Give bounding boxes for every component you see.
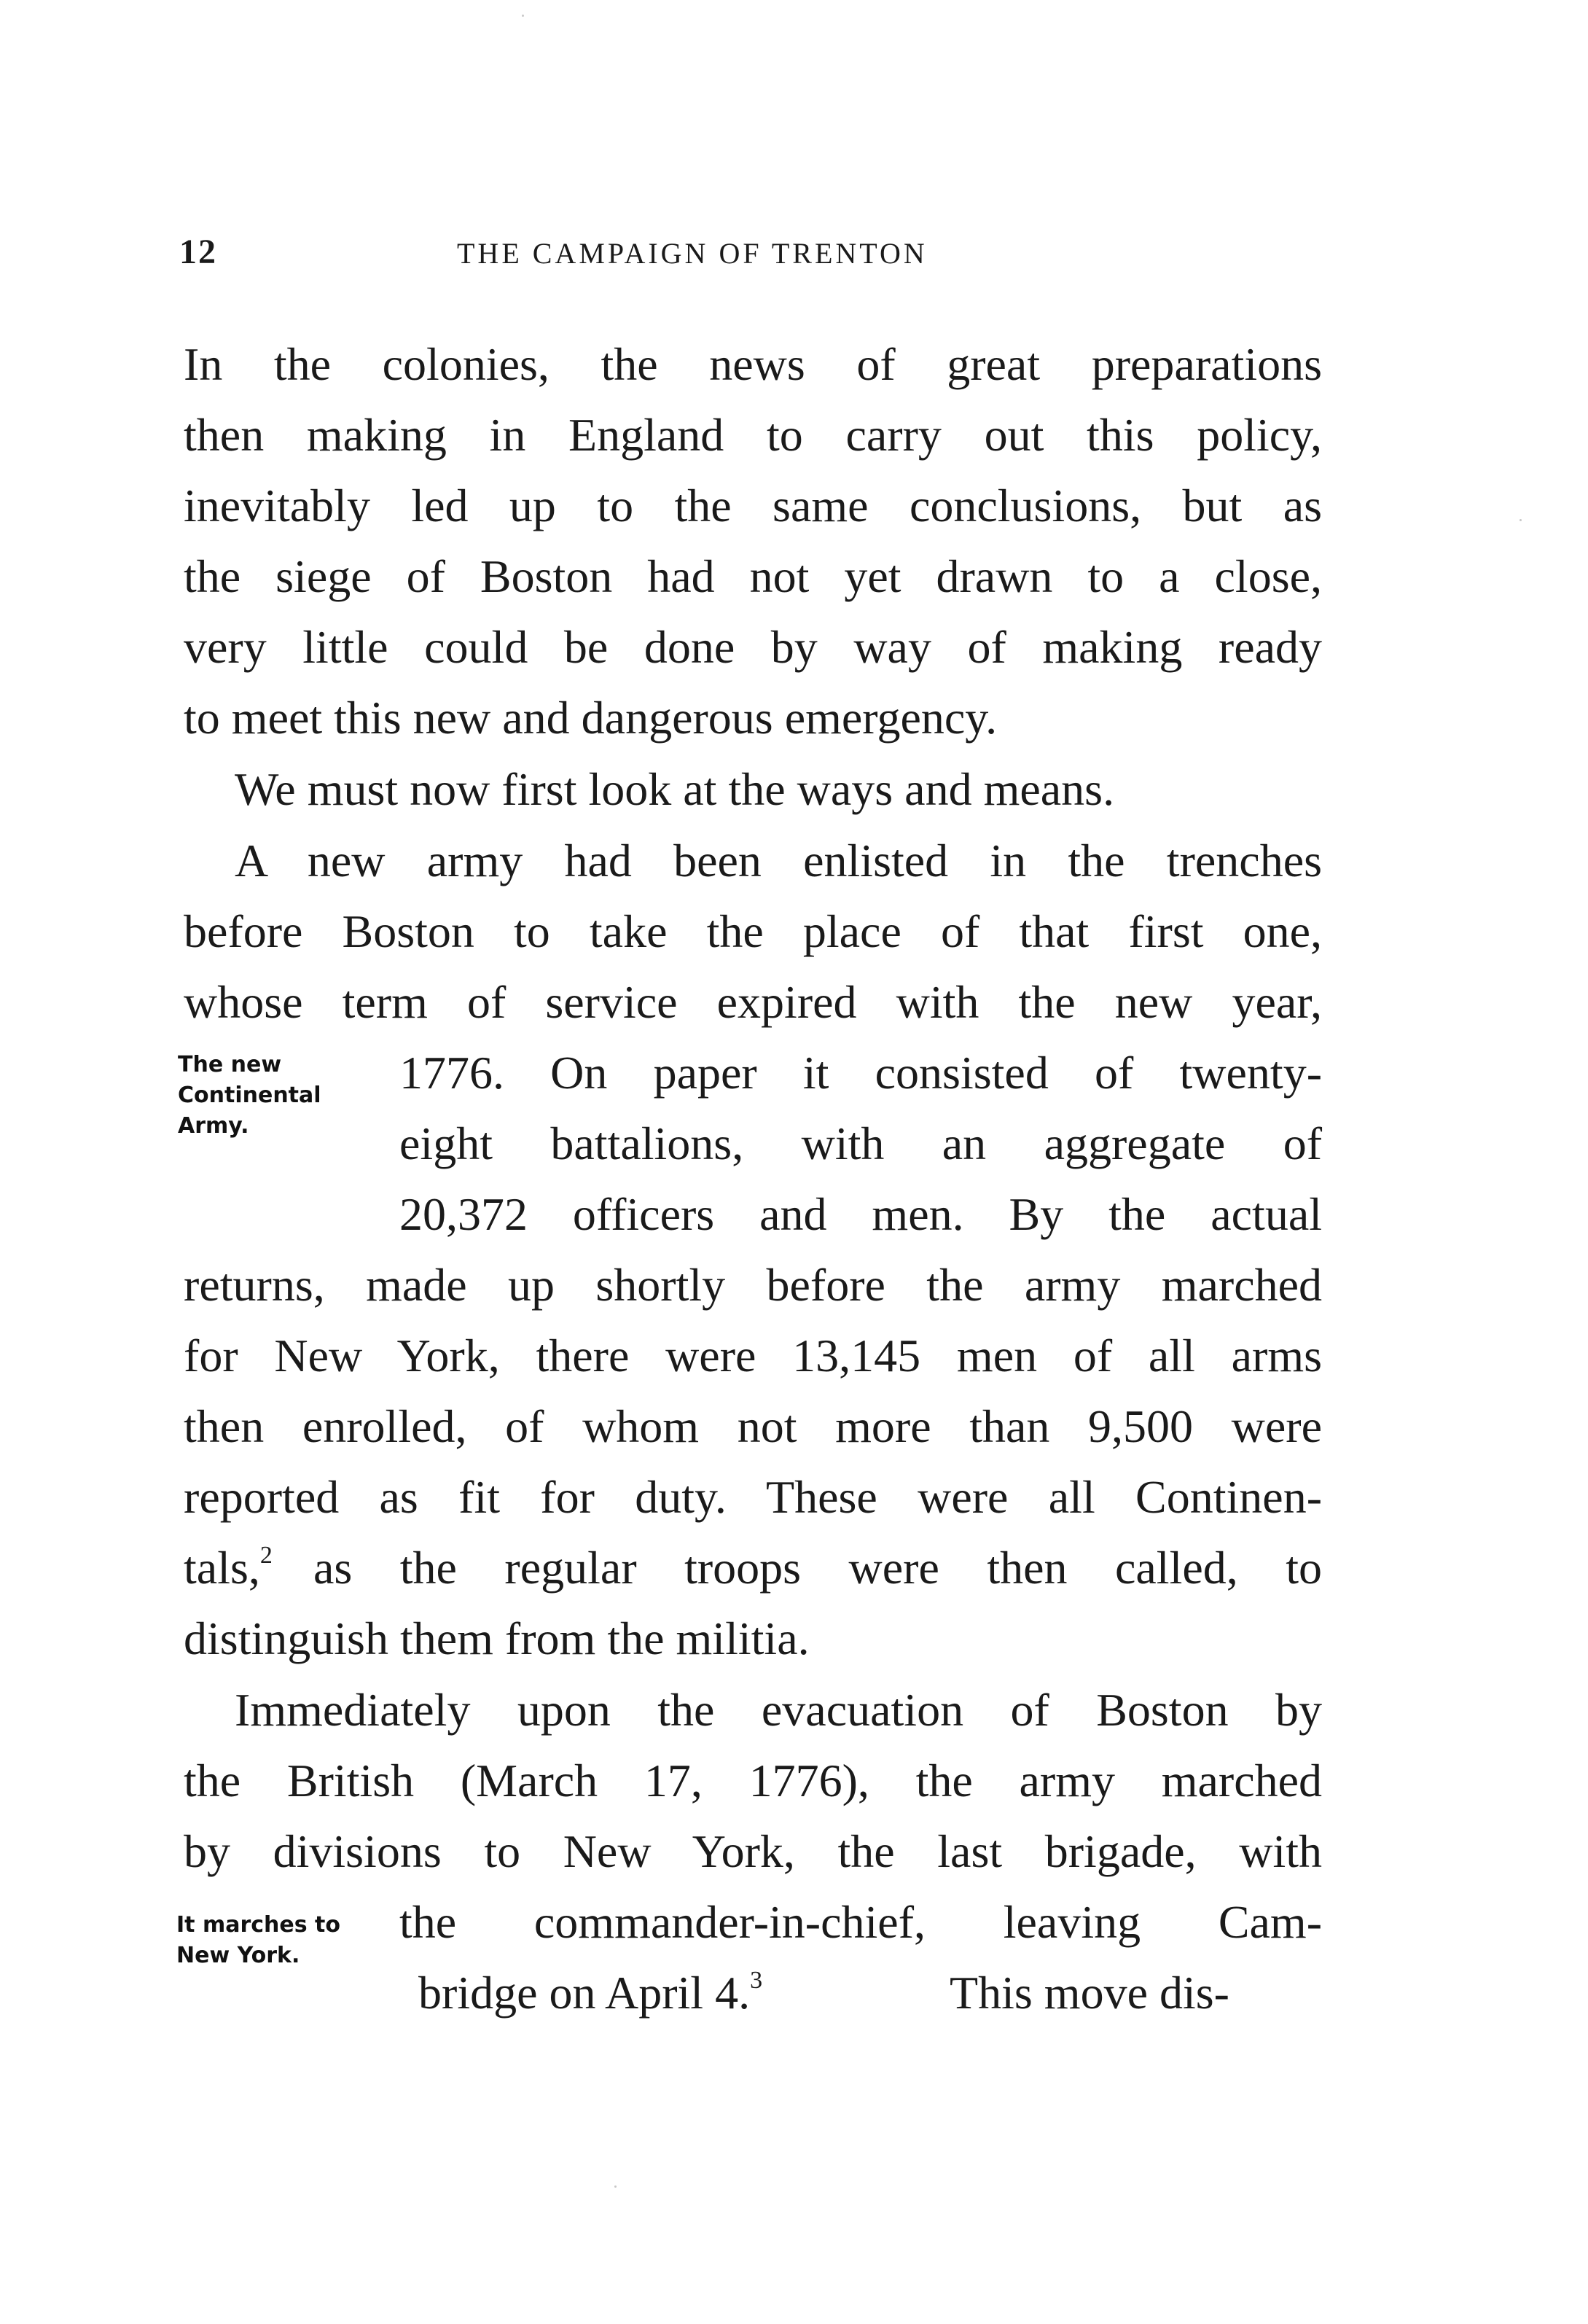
footnote-marker: 2 — [259, 1542, 273, 1569]
text-line: very little could be done by way of making ready — [184, 621, 1322, 673]
text-line: to meet this new and dangerous emergency. — [184, 692, 998, 744]
text-line: before Boston to take the place of that first one, — [184, 905, 1322, 957]
page-header — [176, 232, 1318, 276]
margin-note-line: Army. — [178, 1113, 249, 1139]
paper-speck — [522, 15, 524, 17]
text-line: We must now first look at the ways and means. — [235, 763, 1115, 815]
text-line: then enrolled, of whom not more than 9,500 were — [184, 1400, 1322, 1452]
margin-note-line: The new — [178, 1052, 282, 1077]
text-line: In the colonies, the news of great preparations — [184, 338, 1322, 390]
text-fragment: bridge on April 4. — [418, 1967, 751, 2019]
text-line: by divisions to New York, the last brigade, with — [184, 1825, 1322, 1877]
text-line: the commander-in-chief, leaving Cam- — [399, 1896, 1322, 1948]
paper-speck — [614, 2185, 617, 2188]
text-line: 20,372 officers and men. By the actual — [399, 1188, 1322, 1240]
paper-speck — [1519, 519, 1522, 521]
text-line: whose term of service expired with the new year, — [184, 976, 1322, 1028]
text-line-start — [184, 1542, 273, 1594]
text-line: distinguish them from the militia. — [184, 1613, 810, 1664]
page-number: 12 — [179, 233, 217, 271]
text-line: Immediately upon the evacuation of Boston by — [235, 1684, 1322, 1736]
margin-note-line: Continental — [178, 1083, 321, 1108]
text-line: then making in England to carry out this policy, — [184, 409, 1322, 461]
text-line: the siege of Boston had not yet drawn to a close, — [184, 550, 1322, 602]
text-line: returns, made up shortly before the army marched — [184, 1259, 1322, 1311]
text-line: This move dis- — [950, 1967, 1229, 2019]
text-line: A new army had been enlisted in the trenches — [235, 835, 1322, 886]
margin-note-line: It marches to — [176, 1912, 340, 1938]
margin-note-line: New York. — [176, 1943, 300, 1968]
text-line: eight battalions, with an aggregate of — [399, 1118, 1322, 1169]
text-line-start — [418, 1967, 763, 2019]
text-line: inevitably led up to the same conclusions, but as — [184, 480, 1322, 531]
margin-note-marches — [176, 1910, 340, 1971]
running-title: THE CAMPAIGN OF TRENTON — [457, 237, 928, 270]
text-line: for New York, there were 13,145 men of all arms — [184, 1330, 1322, 1381]
text-line: the British (March 17, 1776), the army marched — [184, 1755, 1322, 1806]
text-line: reported as fit for duty. These were all Continen- — [184, 1471, 1322, 1523]
footnote-marker: 3 — [750, 1967, 763, 1994]
text-line: as the regular troops were then called, to — [313, 1542, 1322, 1594]
margin-note-continental-army — [178, 1050, 321, 1142]
text-line: 1776. On paper it consisted of twenty- — [399, 1047, 1322, 1099]
text-fragment: tals, — [184, 1542, 260, 1594]
